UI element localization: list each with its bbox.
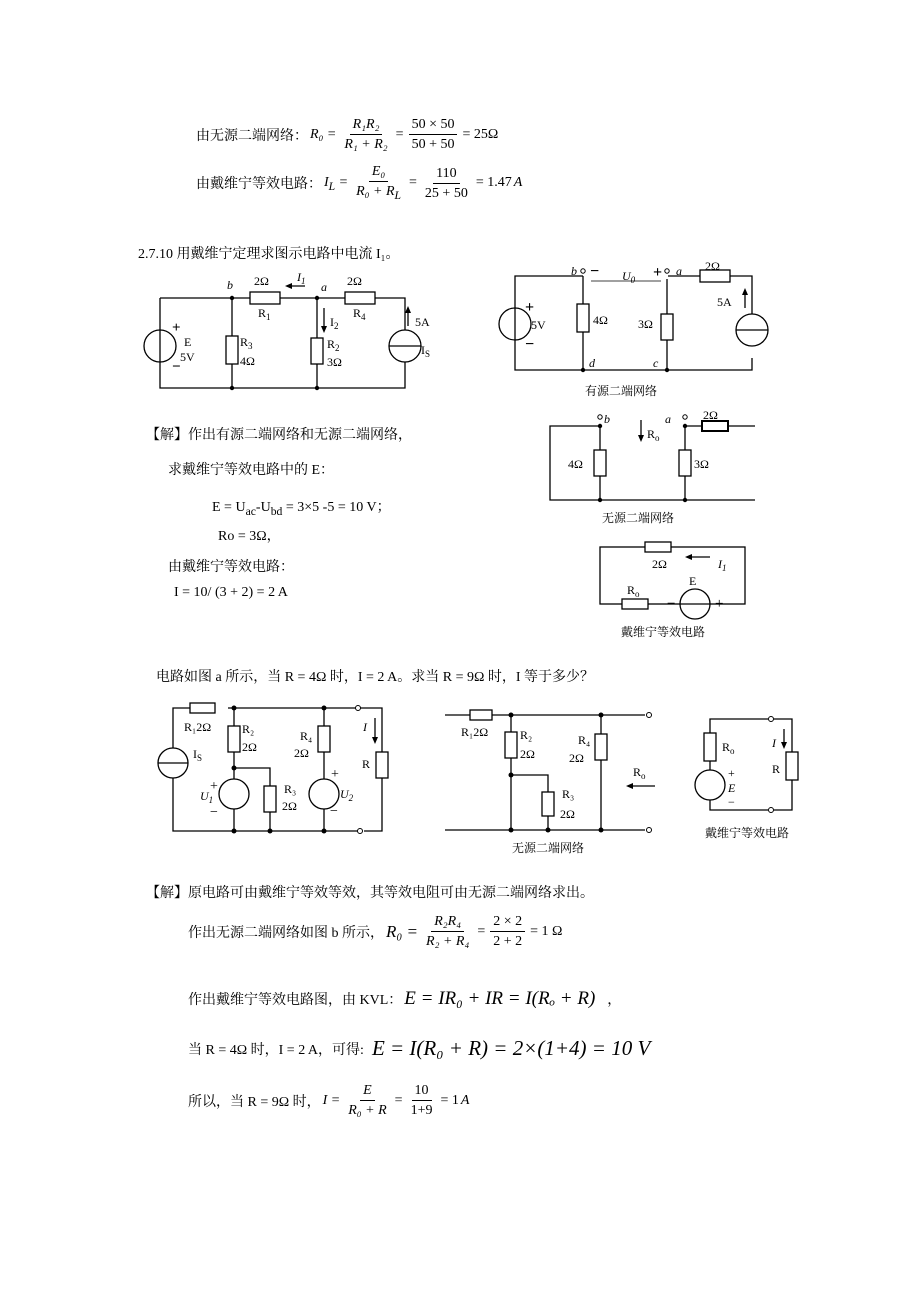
label: I (718, 557, 722, 571)
label: E (689, 574, 697, 588)
resistor-ro (622, 599, 648, 609)
label: 3Ω (638, 317, 653, 331)
svg-text:Ro (647, 427, 660, 443)
p1-solution-line-1: 【解】作出有源二端网络和无源二端网络， (146, 428, 412, 443)
label: + (210, 779, 218, 794)
svg-text:R2 (327, 337, 340, 353)
caption: 有源二端网络 (585, 384, 658, 398)
figure-passive-b (445, 700, 660, 858)
text: 由戴维宁等效电路： (196, 177, 322, 193)
label: E (728, 781, 736, 795)
svg-text:I1 (296, 270, 306, 286)
resistor-r (376, 752, 388, 778)
svg-text:U0 (622, 269, 636, 285)
label: U (340, 787, 349, 801)
result: = 1 Ω (530, 923, 563, 939)
denominator: R₁ + R₂ (344, 137, 388, 152)
fraction (423, 913, 472, 950)
terminal-a (665, 269, 669, 273)
label: R (633, 765, 642, 779)
label: a (676, 264, 682, 278)
resistor-r2 (311, 338, 323, 364)
denominator: 1+9 (410, 1103, 433, 1118)
label: b (604, 412, 610, 426)
label: 3Ω (694, 457, 709, 471)
label: + (331, 767, 339, 782)
fraction (345, 1082, 389, 1119)
label: − (667, 596, 676, 612)
label: 2Ω (294, 746, 309, 760)
text: 所以，当 R = 9Ω 时， (188, 1094, 321, 1110)
label: 2Ω (347, 274, 362, 288)
resistor-2ohm (702, 421, 728, 431)
label: I (330, 315, 334, 329)
p1-solution-line-3 (212, 496, 391, 518)
numerator: 110 (433, 165, 459, 184)
resistor-r4 (345, 292, 375, 304)
label: 0 (630, 275, 636, 285)
label: R (258, 306, 267, 320)
equation: E = IR₀ + IR = I(Rₒ + R) (404, 988, 596, 1009)
numerator: E (360, 1082, 375, 1101)
fraction (341, 116, 390, 153)
resistor-4ohm (594, 450, 606, 476)
label: 2Ω (703, 408, 718, 422)
label: 5V (180, 350, 195, 364)
resistor-r1 (250, 292, 280, 304)
label: + (653, 264, 663, 281)
label: U (622, 269, 631, 283)
terminal-b (581, 269, 585, 273)
top-line-1: 由无源二端网络： R₀ = $\frac{\text{R₁R₂}}{\text{R₁ + R₂}}$ = $\frac{50 \times 50}{50 + 50}$ = 25Ω (196, 117, 499, 152)
subscript: L (394, 188, 402, 202)
formula-lhs: R₀ = (386, 921, 419, 941)
label: E (184, 335, 192, 349)
label: 4Ω (568, 457, 583, 471)
label: I (772, 736, 776, 750)
label: b (227, 278, 233, 292)
label: R (647, 427, 656, 441)
label: I (297, 270, 301, 284)
numerator: 50 × 50 (409, 116, 458, 135)
text: -U (255, 500, 271, 515)
formula-lhs: R₀ = (310, 126, 337, 142)
subscript: bd (270, 504, 283, 518)
label: − (172, 359, 181, 375)
label: U (200, 789, 209, 803)
result: = 1 (440, 1092, 459, 1108)
label: S (425, 349, 430, 359)
label: + (525, 299, 535, 316)
label: o (641, 771, 646, 781)
resistor-r1 (190, 703, 215, 713)
text: 作出无源二端网络如图 b 所示， (188, 925, 384, 941)
p2-solution-line-3 (188, 988, 621, 1010)
resistor-r3 (264, 786, 276, 812)
figure-circuit-a (148, 696, 408, 838)
voltage-source-e (695, 770, 725, 800)
label: 1 (722, 563, 727, 573)
voltage-source-u1 (219, 779, 249, 809)
result: = 1.47 (475, 175, 512, 191)
label: 2 (335, 343, 340, 353)
svg-text:Ro (627, 583, 640, 599)
denominator: R₀ + R (356, 184, 395, 199)
text: ， (607, 993, 622, 1008)
label: − (330, 804, 338, 819)
svg-text:I2 (330, 315, 339, 331)
numerator: R₁R₂ (350, 116, 383, 135)
text: 当 R = 4Ω 时，I = 2 A，可得: (188, 1042, 364, 1058)
label: + (715, 596, 724, 612)
label: R₁2Ω (461, 725, 489, 739)
svg-text:I1 (717, 557, 727, 573)
numerator: 2 × 2 (490, 913, 525, 932)
equation: E = I(R₀ + R) = 2×(1+4) = 10 V (371, 1036, 651, 1060)
p1-solution-line-4: Ro = 3Ω， (218, 529, 281, 544)
figure-thevenin-1 (595, 535, 755, 643)
svg-text:Ro (722, 740, 735, 756)
label: 1 (208, 795, 214, 805)
caption: 无源二端网络 (602, 511, 675, 525)
label: 1 (301, 276, 306, 286)
label: 1 (266, 312, 271, 322)
label: o (655, 433, 660, 443)
formula-lhs: I = (322, 1092, 341, 1108)
denominator: 50 + 50 (411, 137, 455, 152)
resistor-r3 (226, 336, 238, 364)
caption: 戴维宁等效电路 (705, 826, 790, 840)
label: I (193, 747, 197, 761)
fraction (353, 163, 404, 204)
label: 5A (717, 295, 732, 309)
unit: A (513, 175, 523, 191)
p1-solution-line-6: I = 10/ (3 + 2) = 2 A (174, 585, 288, 600)
label: + (728, 766, 735, 780)
resistor-3ohm (661, 314, 673, 340)
label: R (327, 337, 336, 351)
figure-thevenin-2 (690, 705, 820, 845)
fraction (422, 165, 471, 202)
figure-passive-network (545, 408, 760, 526)
resistor-r4 (318, 726, 330, 752)
caption: 戴维宁等效电路 (621, 625, 706, 639)
svg-text:Ro (633, 765, 646, 781)
label: 5A (415, 315, 430, 329)
label: c (653, 356, 659, 370)
p1-solution-line-2: 求戴维宁等效电路中的 E： (168, 463, 335, 478)
label: 2Ω (242, 740, 257, 754)
label: − (210, 805, 218, 820)
svg-text:R1 (258, 306, 271, 322)
resistor-r1 (470, 710, 492, 720)
resistor-4ohm (577, 304, 589, 332)
label: 4Ω (593, 313, 608, 327)
label: 3 (248, 341, 253, 351)
label: R₄ (578, 733, 591, 747)
p2-solution-line-4 (188, 1036, 650, 1061)
text: E = U (212, 500, 246, 515)
unit: A (460, 1092, 470, 1108)
denominator: R₀ + R (348, 1103, 387, 1118)
label: 5V (531, 318, 546, 332)
subscript: ac (245, 504, 256, 518)
p2-solution-line-5: 所以，当 R = 9Ω 时， I = $\frac{E}{\text{R₀ + R}}$ = $\frac{10}{1+9}$ = 1 A (188, 1083, 470, 1118)
wire (160, 298, 405, 388)
denominator: 25 + 50 (424, 185, 468, 201)
svg-text:R4 (353, 306, 366, 322)
label: o (635, 589, 640, 599)
label: o (730, 746, 735, 756)
label: R (772, 762, 781, 776)
problem1-title: 2.7.10 用戴维宁定理求图示电路中电流 I₁。 (138, 247, 400, 262)
resistor-r2 (505, 732, 517, 758)
label: − (728, 795, 735, 809)
top-line-2: 由戴维宁等效电路： $I_L$ = $\frac{\text{E₀}}{R_0 + R_L}$ = $\frac{110}{25 + 50}$ = 1.47 A (196, 164, 523, 202)
label: R (240, 335, 249, 349)
label: 4Ω (240, 354, 255, 368)
label: 2Ω (520, 747, 535, 761)
resistor-r4 (595, 734, 607, 760)
result: = 25Ω (462, 126, 499, 142)
p2-solution-line-1: 【解】原电路可由戴维宁等效等效，其等效电阻可由无源二端网络求出。 (146, 886, 594, 901)
label: R (362, 757, 371, 771)
figure-circuit-1 (140, 268, 430, 393)
denominator: R₂ + R₄ (426, 934, 470, 949)
label: R₄ (300, 729, 313, 743)
resistor-ro (704, 733, 716, 761)
subscript: L (328, 179, 336, 193)
label: R (353, 306, 362, 320)
resistor-r (786, 752, 798, 780)
problem2-title: 电路如图 a 所示，当 R = 4Ω 时，I = 2 A。求当 R = 9Ω 时，I 等于多少？ (156, 670, 595, 685)
fraction (490, 913, 525, 950)
p1-solution-line-5: 由戴维宁等效电路： (168, 560, 294, 575)
svg-text:U2 (340, 787, 354, 803)
label: R₁2Ω (184, 720, 212, 734)
label: R₂ (242, 722, 255, 736)
label: S (197, 753, 203, 763)
formula-lhs: I (324, 174, 329, 190)
resistor-2ohm (645, 542, 671, 552)
label: R₂ (520, 728, 533, 742)
label: 2Ω (254, 274, 269, 288)
label: − (590, 263, 600, 280)
svg-text:IS (421, 343, 430, 359)
label: d (589, 356, 595, 370)
label: R₃ (562, 787, 575, 801)
text: 作出戴维宁等效电路图，由 KVL： (188, 993, 403, 1008)
denominator: 2 + 2 (493, 934, 523, 949)
p2-solution-line-2: 作出无源二端网络如图 b 所示， R₀ = $\frac{\text{R₂R₄}}{\text{R₂ + R₄}}$ = $\frac{2 \times 2}{2 + 2}$ = 1 Ω (188, 914, 563, 949)
label: R (722, 740, 731, 754)
text: = 3×5 -5 = 10 V； (282, 500, 391, 515)
fraction (409, 116, 458, 153)
label: b (571, 264, 577, 278)
svg-text:R3 (240, 335, 253, 351)
label: 3Ω (327, 355, 342, 369)
resistor-3ohm (679, 450, 691, 476)
label: 2Ω (652, 557, 667, 571)
label: R₃ (284, 782, 297, 796)
label: 2Ω (560, 807, 575, 821)
svg-text:IS (193, 747, 202, 763)
label: − (525, 336, 535, 353)
label: R (627, 583, 636, 597)
label: I (421, 343, 425, 357)
resistor-r3 (542, 792, 554, 816)
numerator: R₂R₄ (431, 913, 464, 932)
label: + (172, 320, 181, 336)
numerator: E₀ (369, 163, 388, 182)
label: 4 (361, 312, 366, 322)
caption: 无源二端网络 (512, 841, 585, 855)
numerator: 10 (412, 1082, 432, 1101)
label: 2 (334, 321, 339, 331)
fraction (408, 1082, 436, 1119)
resistor-r2 (228, 726, 240, 752)
label: 2Ω (705, 259, 720, 273)
label: 2Ω (569, 751, 584, 765)
figure-active-network (495, 258, 785, 404)
label: I (363, 720, 367, 734)
label: 2 (348, 793, 354, 803)
label: a (321, 280, 327, 294)
label: a (665, 412, 671, 426)
label: 2Ω (282, 799, 297, 813)
text: 由无源二端网络： (196, 128, 308, 144)
